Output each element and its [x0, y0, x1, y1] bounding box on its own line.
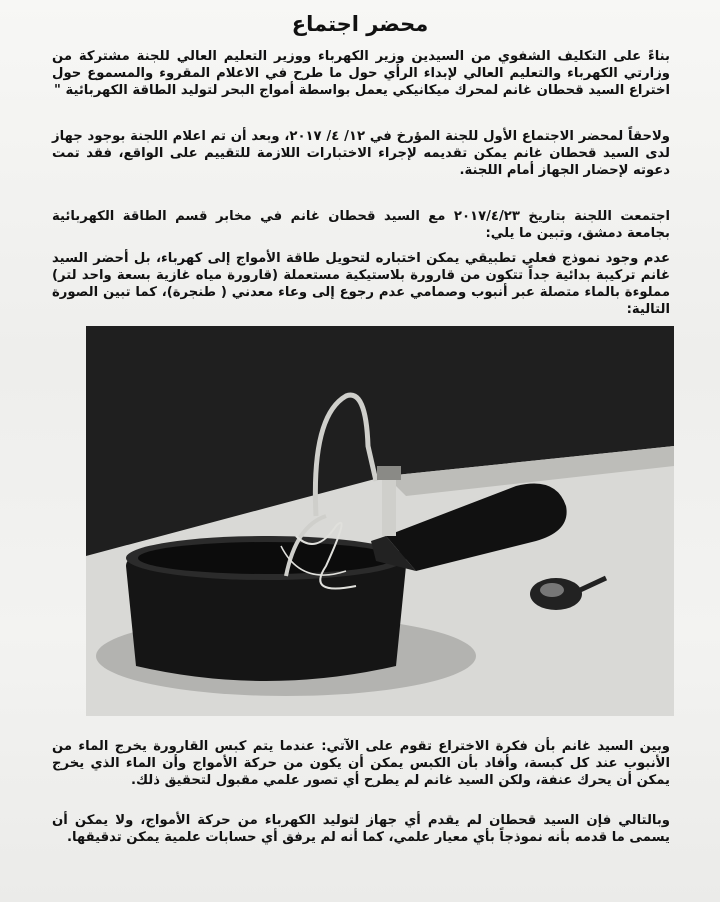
paragraph-first-meeting: ولاحقاً لمحضر الاجتماع الأول للجنة المؤرخ في ١٢/ ٤/ ٢٠١٧، وبعد أن تم اعلام اللجنة بوجود جهاز لدى السيد قحطان غانم يمكن تقديمه لإجراء الاختبارات اللازمة للتقييم على الواقع، فقد تمت دعوته لإحضار الجهاز أمام اللجنة. [52, 129, 670, 178]
paragraph-invention-idea: وبين السيد غانم بأن فكرة الاختراع تقوم على الآتي: عندما يتم كبس القارورة يخرج الماء من الأنبوب عند كل كبسة، وأفاد بأن الكبس يمكن أن يكون من حركة الأمواج وأن الماء الذي يخرج يمكن أن يحرك عنفة، ولكن السيد غانم لم يطرح أي تصور علمي مقبول لتحقيق ذلك. [52, 739, 670, 788]
paragraph-assignment: بناءً على التكليف الشفوي من السيدين وزير الكهرباء ووزير التعليم العالي للجنة مشتركة من وزارتي الكهرباء والتعليم العالي لإبداء الرأي حول ما طرح في الاعلام المقروء والمسموع حول اختراع السيد قحطان غانم لمحرك ميكانيكي يعمل بواسطة أمواج البحر لتوليد الطاقة الكهربائية " [52, 49, 670, 98]
paragraph-conclusion: وبالتالي فإن السيد قحطان لم يقدم أي جهاز لتوليد الكهرباء من حركة الأمواج، ولا يمكن أن يسمى ما قدمه بأنه نموذجاً بأي معيار علمي، كما أنه لم يرفق أي حسابات علمية يمكن تدقيقها. [52, 813, 670, 845]
paragraph-meeting-date: اجتمعت اللجنة بتاريخ ٢٠١٧/٤/٢٣ مع السيد قحطان غانم في مخابر قسم الطاقة الكهربائية بجامعة دمشق، وتبين ما يلي: [52, 209, 670, 241]
paragraph-findings: عدم وجود نموذج فعلي تطبيقي يمكن اختباره لتحويل طاقة الأمواج إلى كهرباء، بل أحضر السيد غانم تركيبة بدائية جداً تتكون من قارورة بلاستيكية مستعملة (قارورة مياه غازية بسعة واحد لتر) مملوءة بالماء متصلة عبر أنبوب وصمامي عدم رجوع إلى وعاء معدني ( طنجرة)، كما تبين الصورة التالية: [52, 251, 670, 317]
device-photo [86, 326, 674, 716]
document-title: محضر اجتماع [291, 12, 429, 36]
